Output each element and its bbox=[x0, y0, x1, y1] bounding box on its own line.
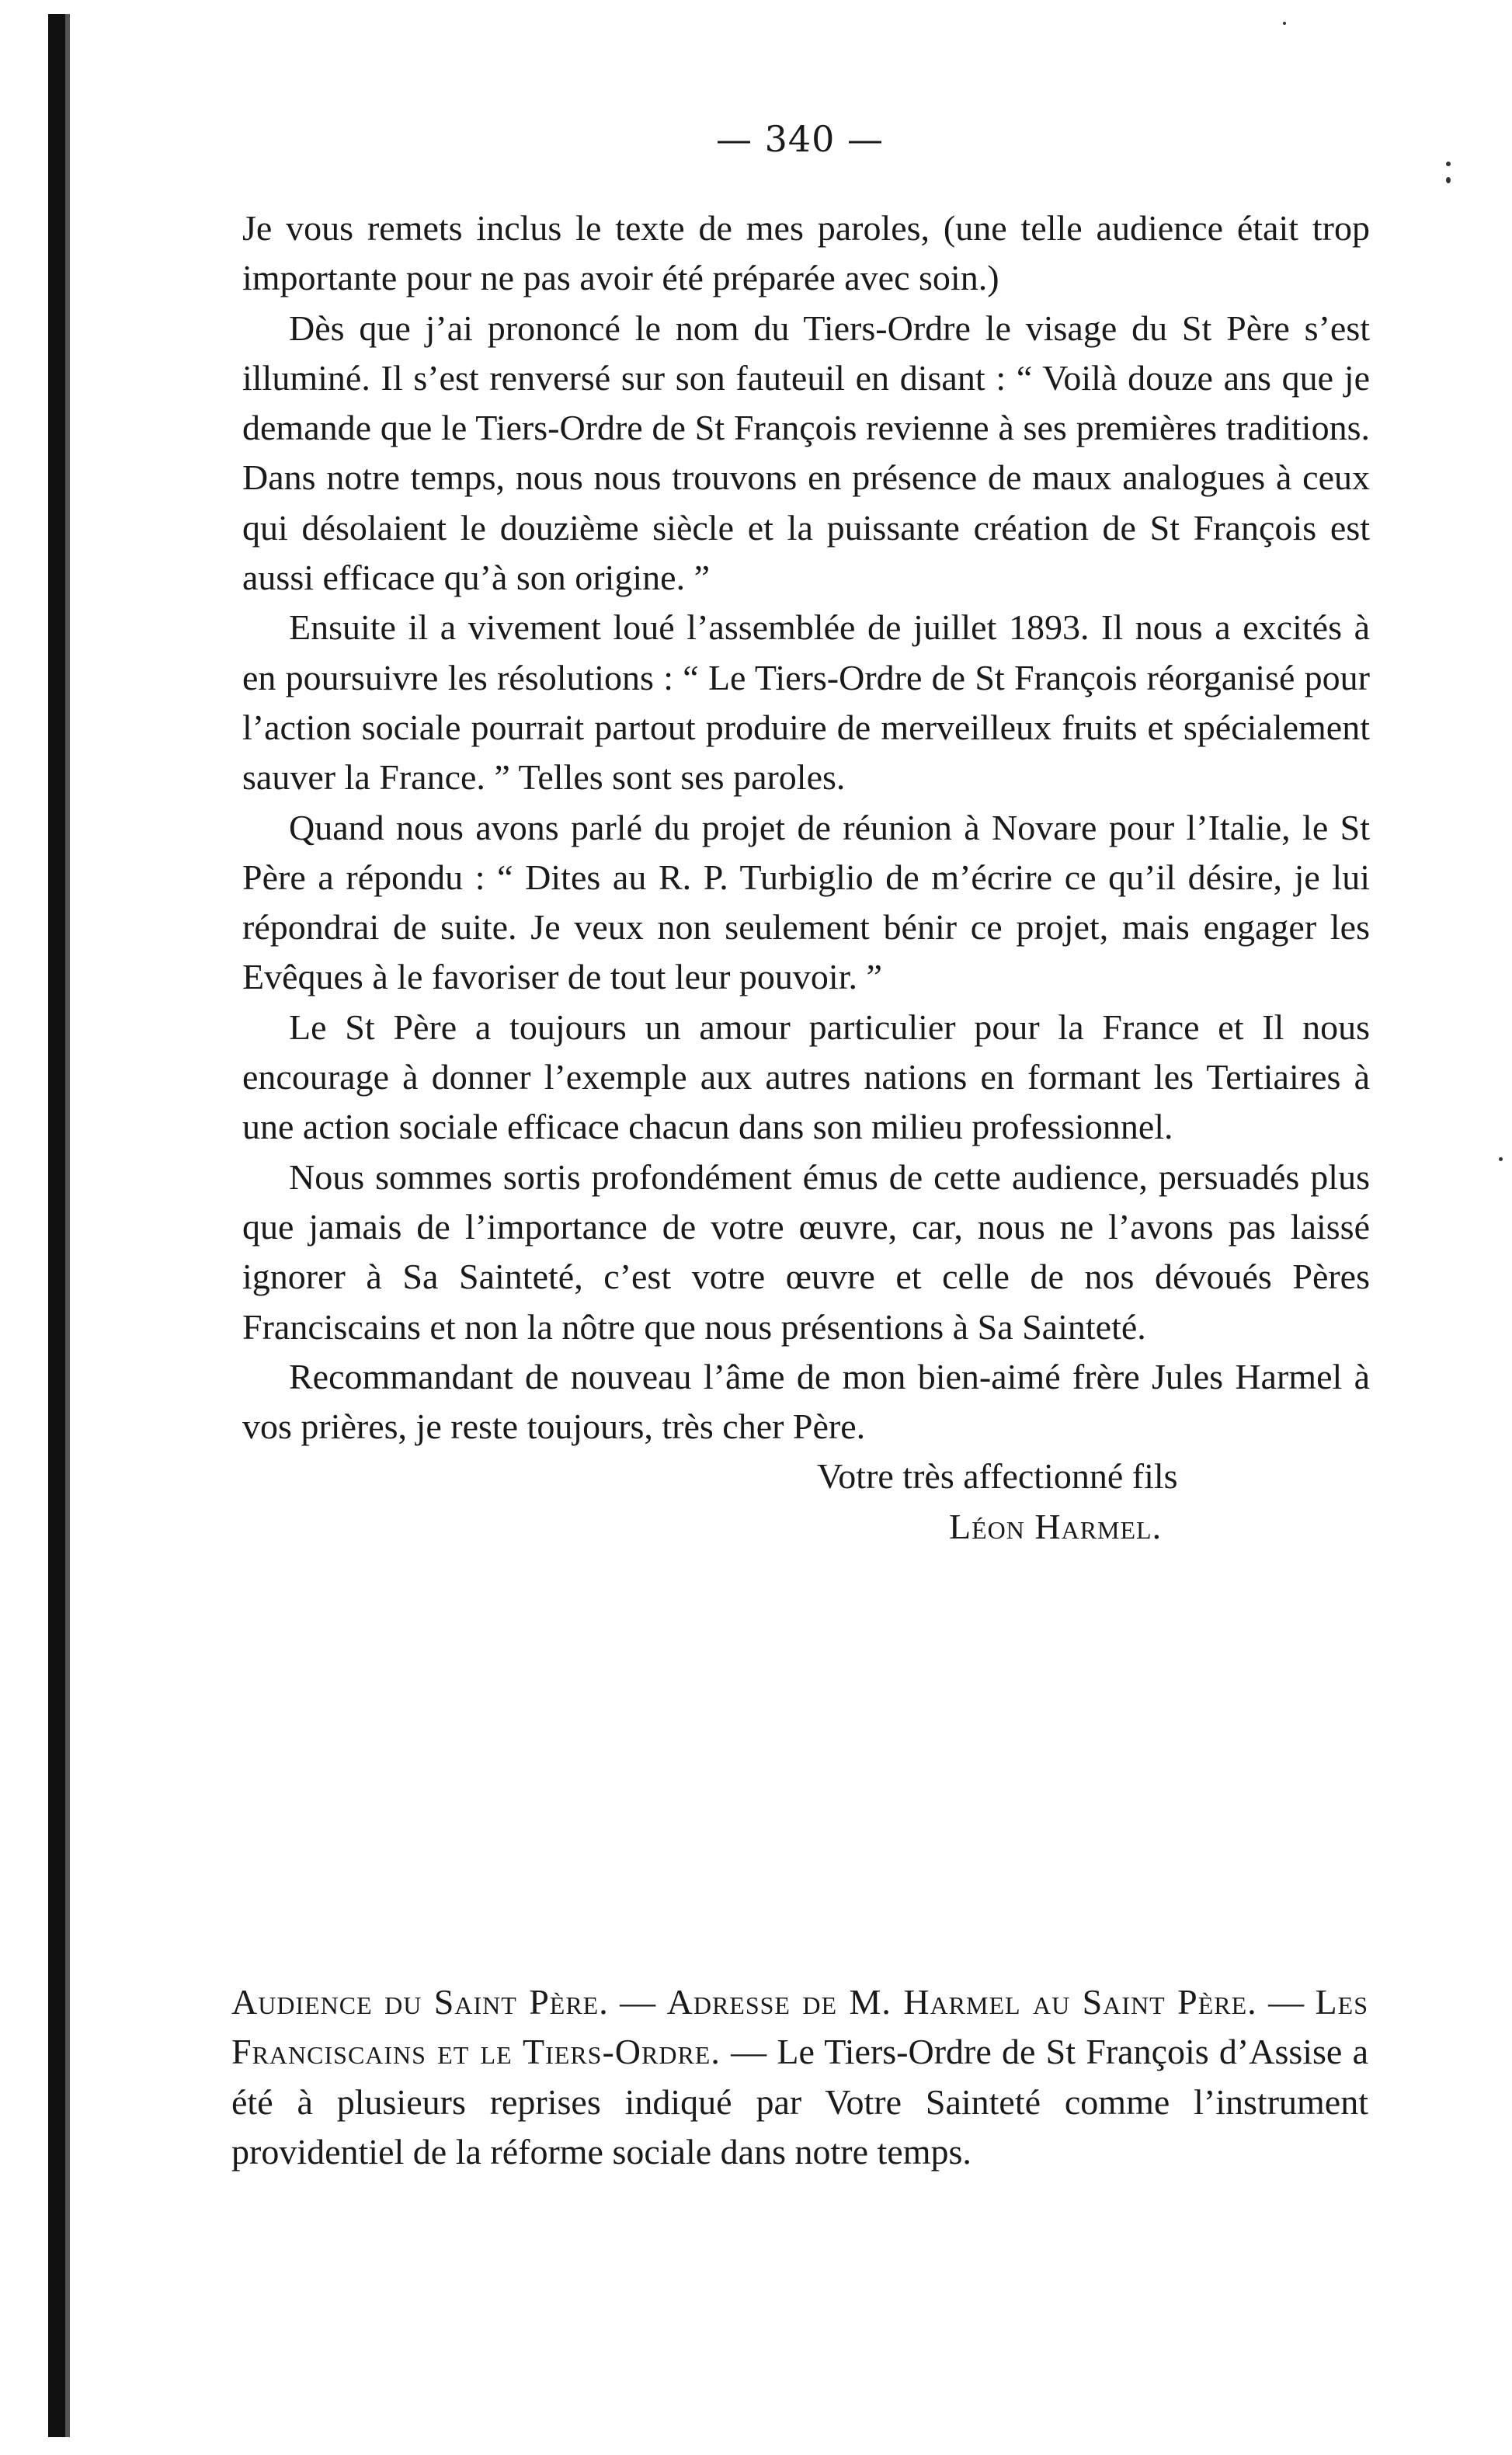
section-heading-adresse: Adresse de M. Harmel au Saint Père. bbox=[666, 1982, 1257, 2022]
letter-body bbox=[242, 203, 1370, 1552]
letter-signature: Léon Harmel. bbox=[949, 1506, 1163, 1546]
letter-closing: Votre très affectionné fils bbox=[817, 1456, 1178, 1497]
section-heading-franciscains: Les Franciscains et le Tiers-Ordre. bbox=[231, 1982, 1368, 2072]
print-speck bbox=[1446, 162, 1451, 166]
print-speck bbox=[1283, 22, 1286, 25]
letter-paragraph: Ensuite il a vivement loué l’assemblée de juillet 1893. Il nous a excités à en poursuivre les résolutions : “ Le Tiers-Ordre de St François réorganisé pour l’action sociale pourrait partout produire de merveilleux fruits et spécialement sauver la France. ” Telles sont ses paroles. bbox=[242, 607, 1370, 798]
print-speck bbox=[1446, 177, 1451, 183]
print-speck bbox=[1499, 1157, 1503, 1161]
letter-paragraph: Nous sommes sortis profondément émus de cette audience, persuadés plus que jamais de l’importance de votre œuvre, car, nous ne l’avons pas laissé ignorer à Sa Sainteté, c’est votre œuvre et celle de nos dévoués Pères Franciscains et non la nôtre que nous présentions à Sa Sainteté. bbox=[242, 1156, 1370, 1347]
section-heading-audience: Audience du Saint Père. bbox=[231, 1982, 609, 2022]
letter-paragraph: Recommandant de nouveau l’âme de mon bien-aimé frère Jules Harmel à vos prières, je reste toujours, très cher Père. bbox=[242, 1356, 1370, 1447]
binding-edge bbox=[48, 14, 65, 2437]
heading-separator: — bbox=[720, 2032, 777, 2072]
letter-paragraph: Dès que j’ai prononcé le nom du Tiers-Ordre le visage du St Père s’est illuminé. Il s’est renversé sur son fauteuil en disant : “ Voilà douze ans que je demande que le Tiers-Ordre de St François revienne à ses premières traditions. Dans notre temps, nous nous trouvons en présence de maux analogues à ceux qui désolaient le douzième siècle et la puissante création de St François est aussi efficace qu’à son origine. ” bbox=[242, 308, 1370, 598]
heading-separator: — bbox=[608, 1982, 667, 2022]
section-summary bbox=[231, 1977, 1368, 2177]
letter-paragraph: Je vous remets inclus le texte de mes paroles, (une telle audience était trop importante pour ne pas avoir été préparée avec soin.) bbox=[242, 208, 1370, 298]
section-body-text: Le Tiers-Ordre de St François d’Assise a été à plusieurs reprises indiqué par Votre Sainteté comme l’instrument providentiel de la réforme sociale dans notre temps. bbox=[231, 2032, 1369, 2172]
letter-paragraph: Quand nous avons parlé du projet de réunion à Novare pour l’Italie, le St Père a répondu : “ Dites au R. P. Turbiglio de m’écrire ce qu’il désire, je lui répondrai de suite. Je veux non seulement bénir ce projet, mais engager les Evêques à le favoriser de tout leur pouvoir. ” bbox=[242, 807, 1370, 997]
letter-paragraph: Le St Père a toujours un amour particulier pour la France et Il nous encourage à donner l’exemple aux autres nations en formant les Tertiaires à une action sociale efficace chacun dans son milieu professionnel. bbox=[242, 1007, 1370, 1147]
page-number: — 340 — bbox=[715, 118, 885, 160]
heading-separator: — bbox=[1257, 1982, 1316, 2022]
section-paragraph bbox=[231, 1977, 1368, 2177]
binding-edge-shadow bbox=[65, 14, 70, 2437]
